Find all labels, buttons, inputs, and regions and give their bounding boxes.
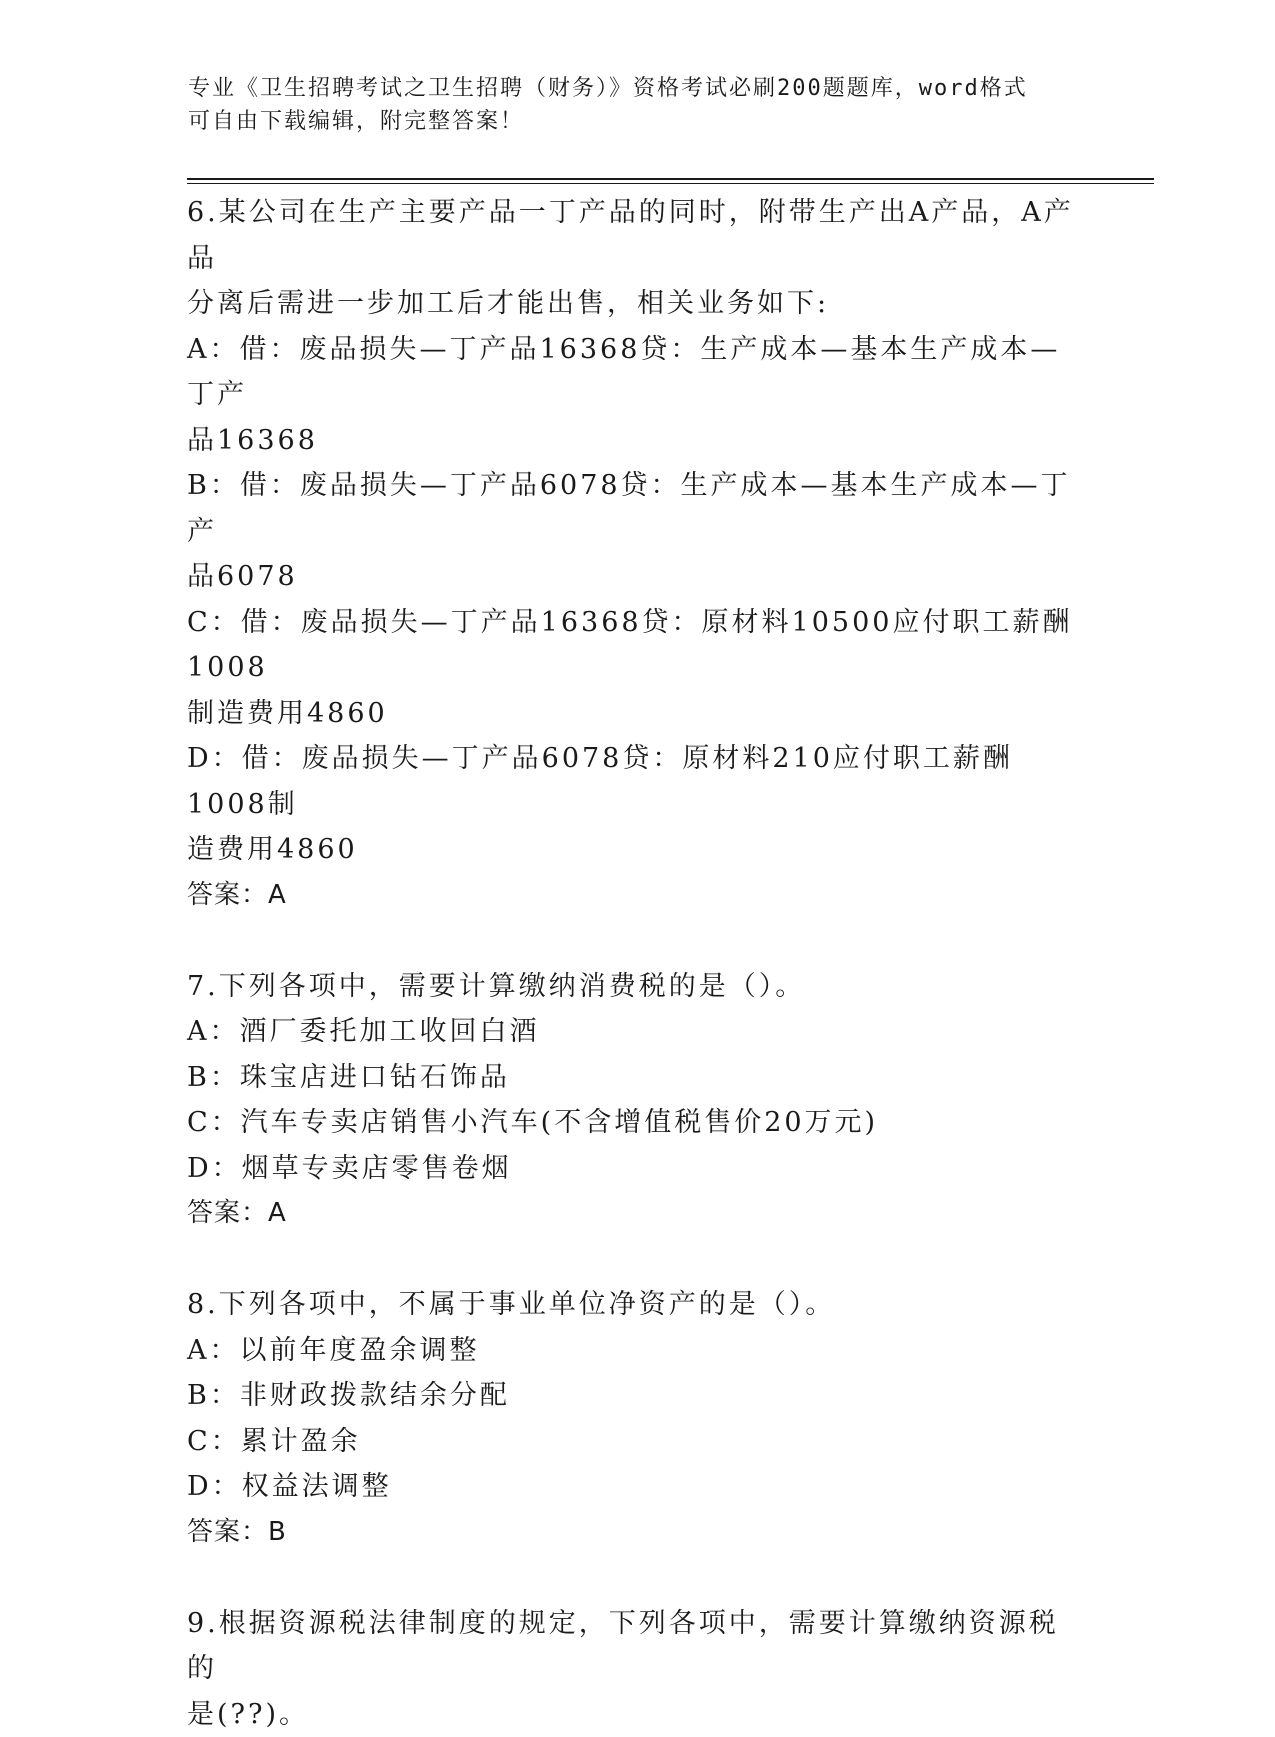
question-7-answer: 答案：A bbox=[187, 1191, 1087, 1236]
question-6-option-d-line-1: D：借：废品损失—丁产品6078贷：原材料210应付职工薪酬1008制 bbox=[187, 736, 1087, 827]
document-header bbox=[188, 72, 1088, 138]
question-8-option-c: C：累计盈余 bbox=[187, 1419, 1087, 1465]
question-6-option-c-line-1: C：借：废品损失—丁产品16368贷：原材料10500应付职工薪酬1008 bbox=[187, 600, 1087, 691]
question-8-stem: 8.下列各项中，不属于事业单位净资产的是（）。 bbox=[187, 1282, 1087, 1328]
question-7 bbox=[187, 964, 1087, 1237]
spacer bbox=[187, 1555, 1087, 1601]
question-6-option-b-line-2: 品6078 bbox=[187, 554, 1087, 600]
question-6-option-c-line-2: 制造费用4860 bbox=[187, 691, 1087, 737]
header-line-2: 可自由下载编辑，附完整答案！ bbox=[188, 105, 1088, 138]
question-6-option-a-line-2: 品16368 bbox=[187, 418, 1087, 464]
question-6-stem-line-2: 分离后需进一步加工后才能出售，相关业务如下: bbox=[187, 281, 1087, 327]
question-6-option-b-line-1: B：借：废品损失—丁产品6078贷：生产成本—基本生产成本—丁产 bbox=[187, 463, 1087, 554]
question-6-option-a-line-1: A：借：废品损失—丁产品16368贷：生产成本—基本生产成本—丁产 bbox=[187, 327, 1087, 418]
question-7-option-a: A：酒厂委托加工收回白酒 bbox=[187, 1009, 1087, 1055]
question-6-option-d-line-2: 造费用4860 bbox=[187, 827, 1087, 873]
question-7-option-c: C：汽车专卖店销售小汽车(不含增值税售价20万元) bbox=[187, 1100, 1087, 1146]
question-8-option-a: A：以前年度盈余调整 bbox=[187, 1328, 1087, 1374]
question-6 bbox=[187, 190, 1087, 918]
header-line-1: 专业《卫生招聘考试之卫生招聘（财务）》资格考试必刷200题题库，word格式 bbox=[188, 72, 1088, 105]
question-9-stem-line-1: 9.根据资源税法律制度的规定，下列各项中，需要计算缴纳资源税的 bbox=[187, 1601, 1087, 1692]
question-8-answer: 答案：B bbox=[187, 1510, 1087, 1555]
question-6-stem-line-1: 6.某公司在生产主要产品一丁产品的同时，附带生产出A产品，A产品 bbox=[187, 190, 1087, 281]
question-7-option-b: B：珠宝店进口钻石饰品 bbox=[187, 1055, 1087, 1101]
question-8-option-d: D：权益法调整 bbox=[187, 1464, 1087, 1510]
question-8 bbox=[187, 1282, 1087, 1555]
spacer bbox=[187, 1236, 1087, 1282]
question-8-option-b: B：非财政拨款结余分配 bbox=[187, 1373, 1087, 1419]
question-7-stem: 7.下列各项中，需要计算缴纳消费税的是（）。 bbox=[187, 964, 1087, 1010]
question-7-option-d: D：烟草专卖店零售卷烟 bbox=[187, 1146, 1087, 1192]
question-9-stem-line-2: 是(??)。 bbox=[187, 1692, 1087, 1737]
header-rule-thin bbox=[187, 183, 1154, 184]
question-list bbox=[187, 190, 1087, 1737]
question-9 bbox=[187, 1601, 1087, 1737]
question-6-answer: 答案：A bbox=[187, 873, 1087, 918]
spacer bbox=[187, 918, 1087, 964]
header-rule-thick bbox=[187, 178, 1154, 180]
